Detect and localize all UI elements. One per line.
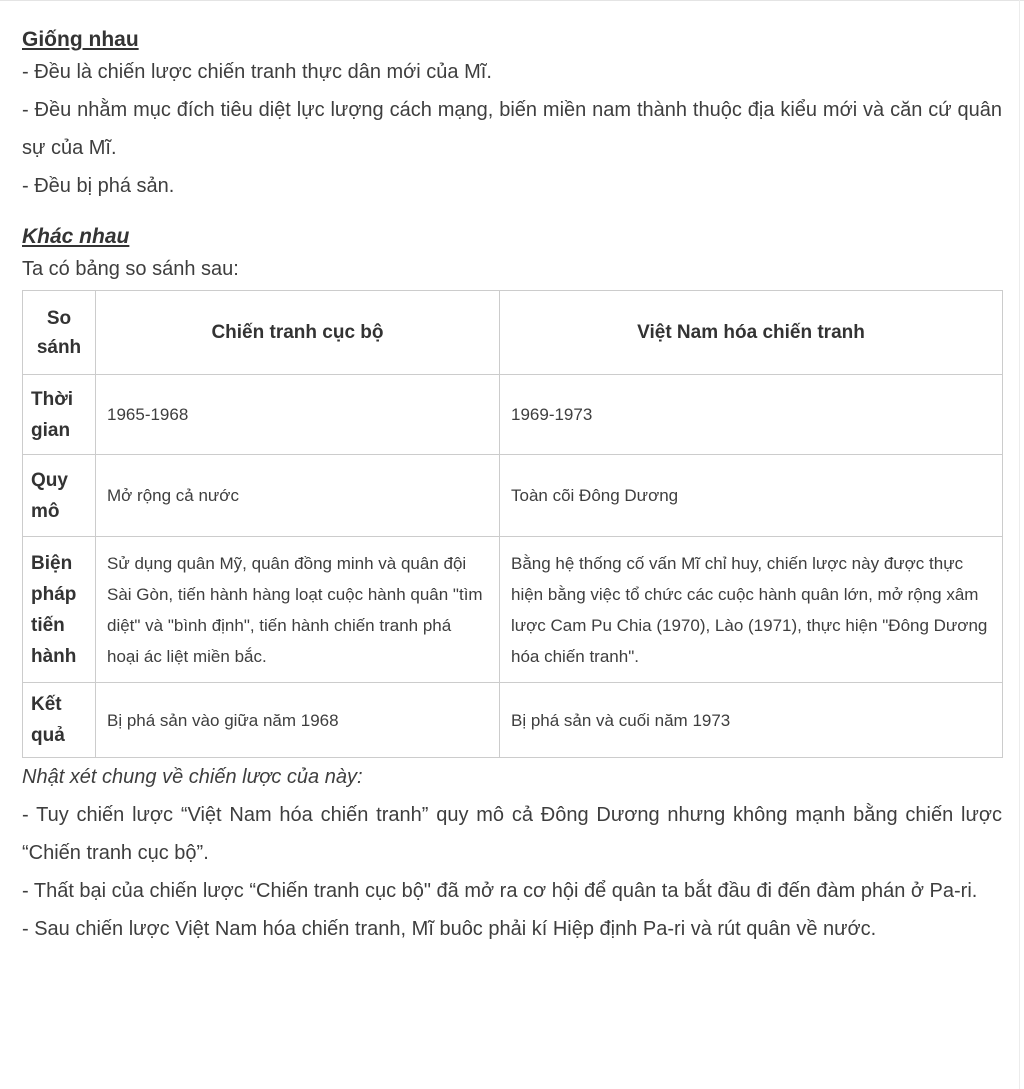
header-viet-nam-hoa-chien-tranh: Việt Nam hóa chiến tranh: [500, 291, 1003, 375]
row-label-bien-phap: Biện pháp tiến hành: [23, 537, 96, 683]
comparison-table: [22, 290, 1003, 758]
table-intro-text: Ta có bảng so sánh sau:: [22, 258, 239, 280]
table-header-row: [23, 291, 1003, 375]
row-label-thoi-gian: Thời gian: [23, 375, 96, 455]
header-so-sanh: So sánh: [23, 291, 96, 375]
cell-ket-qua-vn-hoa: Bị phá sản và cuối năm 1973: [500, 683, 1003, 758]
cell-bien-phap-cuc-bo: Sử dụng quân Mỹ, quân đồng minh và quân đội Sài Gòn, tiến hành hàng loạt cuộc hành quân "tìm diệt" và "bình định", tiến hành chiến tranh phá hoại ác liệt miền bắc.: [96, 537, 500, 683]
row-label-ket-qua: Kết quả: [23, 683, 96, 758]
remark-item-1: - Tuy chiến lược “Việt Nam hóa chiến tranh” quy mô cả Đông Dương nhưng không mạnh bằng chiến lược “Chiến tranh cục bộ”.: [22, 804, 1002, 864]
cell-thoi-gian-vn-hoa: 1969-1973: [500, 375, 1003, 455]
similarity-item-3: - Đều bị phá sản.: [22, 175, 175, 197]
cell-ket-qua-cuc-bo: Bị phá sản vào giữa năm 1968: [96, 683, 500, 758]
table-row: [23, 375, 1003, 455]
remark-heading: Nhật xét chung về chiến lược của này:: [22, 766, 363, 788]
cell-thoi-gian-cuc-bo: 1965-1968: [96, 375, 500, 455]
cell-quy-mo-vn-hoa: Toàn cõi Đông Dương: [500, 455, 1003, 537]
differences-heading: Khác nhau: [22, 225, 130, 248]
cell-bien-phap-vn-hoa: Bằng hệ thống cố vấn Mĩ chỉ huy, chiến lược này được thực hiện bằng việc tổ chức các cuộc hành quân lớn, mở rộng xâm lược Cam Pu Chia (1970), Lào (1971), thực hiện "Đông Dương hóa chiến tranh".: [500, 537, 1003, 683]
table-row: [23, 455, 1003, 537]
remark-item-3: - Sau chiến lược Việt Nam hóa chiến tranh, Mĩ buôc phải kí Hiệp định Pa-ri và rút quân về nước.: [22, 918, 877, 940]
row-label-quy-mo: Quy mô: [23, 455, 96, 537]
similarity-item-2: - Đều nhằm mục đích tiêu diệt lực lượng cách mạng, biến miền nam thành thuộc địa kiểu mới và căn cứ quân sự của Mĩ.: [22, 99, 1002, 159]
page-right-border: [1019, 0, 1020, 1089]
remark-item-2: - Thất bại của chiến lược “Chiến tranh cục bộ" đã mở ra cơ hội để quân ta bắt đầu đi đến đàm phán ở Pa-ri.: [22, 880, 978, 902]
similarity-item-1: - Đều là chiến lược chiến tranh thực dân mới của Mĩ.: [22, 61, 492, 83]
table-row: [23, 537, 1003, 683]
page-top-border: [0, 0, 1024, 1]
table-row: [23, 683, 1003, 758]
cell-quy-mo-cuc-bo: Mở rộng cả nước: [96, 455, 500, 537]
header-chien-tranh-cuc-bo: Chiến tranh cục bộ: [96, 291, 500, 375]
similarities-heading: Giống nhau: [22, 28, 139, 51]
